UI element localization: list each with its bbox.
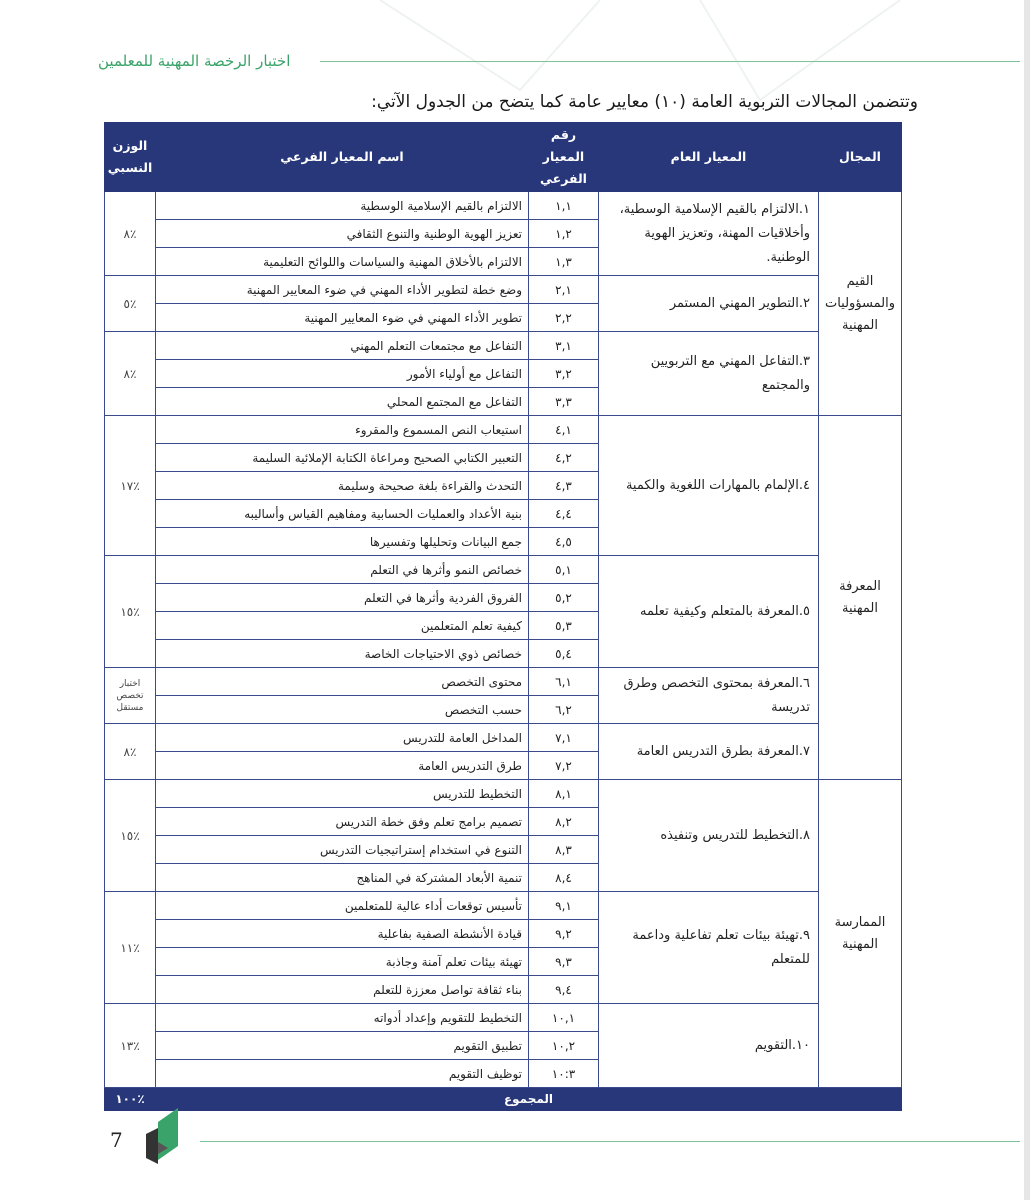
table-row: [105, 276, 902, 304]
sub-standard-name: تطبيق التقويم: [156, 1032, 529, 1060]
sub-standard-number: ٩,١: [529, 892, 599, 920]
sub-standard-number: ١٠,١: [529, 1004, 599, 1032]
sub-standard-number: ١٠,٢: [529, 1032, 599, 1060]
sub-standard-name: التعبير الكتابي الصحيح ومراعاة الكتابة الإملائية السليمة: [156, 444, 529, 472]
domain-cell: القيم والمسؤوليات المهنية: [819, 192, 902, 416]
sub-standard-name: طرق التدريس العامة: [156, 752, 529, 780]
sub-standard-number: ٥,٢: [529, 584, 599, 612]
weight-cell: ٪١٥: [105, 780, 156, 892]
general-standard-cell: ٧.المعرفة بطرق التدريس العامة: [599, 724, 819, 780]
sub-standard-name: وضع خطة لتطوير الأداء المهني في ضوء المعايير المهنية: [156, 276, 529, 304]
sub-standard-name: التفاعل مع مجتمعات التعلم المهني: [156, 332, 529, 360]
table-row: [105, 192, 902, 220]
table-row: [105, 724, 902, 752]
page-edge: [1024, 0, 1030, 1200]
weight-cell: اختبار تخصص مستقل: [105, 668, 156, 724]
sub-standard-name: بناء ثقافة تواصل معززة للتعلم: [156, 976, 529, 1004]
sub-standard-name: التحدث والقراءة بلغة صحيحة وسليمة: [156, 472, 529, 500]
general-standard-cell: ٤.الإلمام بالمهارات اللغوية والكمية: [599, 416, 819, 556]
sub-standard-number: ٦,٢: [529, 696, 599, 724]
sub-standard-name: التفاعل مع المجتمع المحلي: [156, 388, 529, 416]
domain-cell: المعرفة المهنية: [819, 416, 902, 780]
general-standard-cell: ٢.التطوير المهني المستمر: [599, 276, 819, 332]
footer-rule: [200, 1141, 1020, 1142]
sub-standard-name: استيعاب النص المسموع والمقروء: [156, 416, 529, 444]
domain-cell: الممارسة المهنية: [819, 780, 902, 1088]
logo-icon: [144, 1108, 184, 1164]
sub-standard-number: ٢,١: [529, 276, 599, 304]
col-header-sub: اسم المعيار الفرعي: [156, 123, 529, 192]
sub-standard-name: محتوى التخصص: [156, 668, 529, 696]
sub-standard-name: كيفية تعلم المتعلمين: [156, 612, 529, 640]
sub-standard-number: ٤,٢: [529, 444, 599, 472]
col-header-number: رقم المعيار الفرعي: [529, 123, 599, 192]
general-standard-cell: ١.الالتزام بالقيم الإسلامية الوسطية، وأخلاقيات المهنة، وتعزيز الهوية الوطنية.: [599, 192, 819, 276]
sub-standard-number: ٥,٣: [529, 612, 599, 640]
sub-standard-name: الالتزام بالأخلاق المهنية والسياسات واللوائح التعليمية: [156, 248, 529, 276]
col-header-weight: الوزن النسبي: [105, 123, 156, 192]
standards-table: [104, 122, 902, 1111]
sub-standard-number: ٣,٣: [529, 388, 599, 416]
sub-standard-number: ٧,١: [529, 724, 599, 752]
running-header: اختبار الرخصة المهنية للمعلمين: [98, 52, 291, 70]
sub-standard-name: تعزيز الهوية الوطنية والتنوع الثقافي: [156, 220, 529, 248]
sub-standard-number: ٢,٢: [529, 304, 599, 332]
sub-standard-name: التفاعل مع أولياء الأمور: [156, 360, 529, 388]
sub-standard-name: التنوع في استخدام إستراتيجيات التدريس: [156, 836, 529, 864]
weight-cell: ٪١٥: [105, 556, 156, 668]
table-row: [105, 892, 902, 920]
general-standard-cell: ٩.تهيئة بيئات تعلم تفاعلية وداعمة للمتعلم: [599, 892, 819, 1004]
sub-standard-number: ٨,٣: [529, 836, 599, 864]
sub-standard-name: جمع البيانات وتحليلها وتفسيرها: [156, 528, 529, 556]
page-number: 7: [110, 1128, 123, 1152]
sub-standard-name: قيادة الأنشطة الصفية بفاعلية: [156, 920, 529, 948]
table-row: [105, 416, 902, 444]
sub-standard-name: خصائص النمو وأثرها في التعلم: [156, 556, 529, 584]
general-standard-cell: ٣.التفاعل المهني مع التربويين والمجتمع: [599, 332, 819, 416]
col-header-general: المعيار العام: [599, 123, 819, 192]
sub-standard-number: ١٠:٣: [529, 1060, 599, 1088]
table-row: [105, 780, 902, 808]
general-standard-cell: ٥.المعرفة بالمتعلم وكيفية تعلمه: [599, 556, 819, 668]
sub-standard-name: التخطيط للتقويم وإعداد أدواته: [156, 1004, 529, 1032]
sub-standard-name: بنية الأعداد والعمليات الحسابية ومفاهيم القياس وأساليبه: [156, 500, 529, 528]
total-value: ٪١٠٠: [105, 1088, 156, 1111]
sub-standard-number: ٩,٤: [529, 976, 599, 1004]
sub-standard-number: ٣,١: [529, 332, 599, 360]
sub-standard-name: تصميم برامج تعلم وفق خطة التدريس: [156, 808, 529, 836]
sub-standard-name: تنمية الأبعاد المشتركة في المناهج: [156, 864, 529, 892]
table-row: [105, 332, 902, 360]
general-standard-cell: ٨.التخطيط للتدريس وتنفيذه: [599, 780, 819, 892]
sub-standard-name: التخطيط للتدريس: [156, 780, 529, 808]
sub-standard-number: ٨,١: [529, 780, 599, 808]
weight-cell: ٪١١: [105, 892, 156, 1004]
col-header-domain: المجال: [819, 123, 902, 192]
sub-standard-name: تطوير الأداء المهني في ضوء المعايير المهنية: [156, 304, 529, 332]
weight-cell: ٪١٧: [105, 416, 156, 556]
header-rule: [320, 61, 1020, 62]
total-row: [105, 1088, 902, 1111]
sub-standard-number: ٤,٣: [529, 472, 599, 500]
sub-standard-number: ١,١: [529, 192, 599, 220]
general-standard-cell: ١٠.التقويم: [599, 1004, 819, 1088]
sub-standard-name: توظيف التقويم: [156, 1060, 529, 1088]
weight-cell: ٪٨: [105, 724, 156, 780]
sub-standard-number: ٤,٤: [529, 500, 599, 528]
sub-standard-number: ٧,٢: [529, 752, 599, 780]
sub-standard-number: ٨,٤: [529, 864, 599, 892]
table-row: [105, 1004, 902, 1032]
general-standard-cell: ٦.المعرفة بمحتوى التخصص وطرق تدريسة: [599, 668, 819, 724]
sub-standard-number: ٤,٥: [529, 528, 599, 556]
sub-standard-number: ٩,٢: [529, 920, 599, 948]
sub-standard-number: ٨,٢: [529, 808, 599, 836]
sub-standard-name: تهيئة بيئات تعلم آمنة وجاذبة: [156, 948, 529, 976]
table-header-row: [105, 123, 902, 192]
weight-cell: ٪٥: [105, 276, 156, 332]
sub-standard-number: ١,٢: [529, 220, 599, 248]
sub-standard-name: الالتزام بالقيم الإسلامية الوسطية: [156, 192, 529, 220]
sub-standard-name: خصائص ذوي الاحتياجات الخاصة: [156, 640, 529, 668]
weight-cell: ٪١٣: [105, 1004, 156, 1088]
weight-cell: ٪٨: [105, 332, 156, 416]
total-label: المجموع: [156, 1088, 902, 1111]
sub-standard-number: ٥,٤: [529, 640, 599, 668]
sub-standard-number: ٥,١: [529, 556, 599, 584]
sub-standard-number: ١,٣: [529, 248, 599, 276]
sub-standard-name: تأسيس توقعات أداء عالية للمتعلمين: [156, 892, 529, 920]
sub-standard-number: ٩,٣: [529, 948, 599, 976]
table-row: [105, 668, 902, 696]
sub-standard-name: المداخل العامة للتدريس: [156, 724, 529, 752]
sub-standard-name: حسب التخصص: [156, 696, 529, 724]
sub-standard-number: ٤,١: [529, 416, 599, 444]
intro-paragraph: وتتضمن المجالات التربوية العامة (١٠) معايير عامة كما يتضح من الجدول الآتي:: [371, 92, 918, 112]
table-row: [105, 556, 902, 584]
sub-standard-name: الفروق الفردية وأثرها في التعلم: [156, 584, 529, 612]
weight-cell: ٪٨: [105, 192, 156, 276]
sub-standard-number: ٦,١: [529, 668, 599, 696]
table-body: [105, 192, 902, 1088]
sub-standard-number: ٣,٢: [529, 360, 599, 388]
